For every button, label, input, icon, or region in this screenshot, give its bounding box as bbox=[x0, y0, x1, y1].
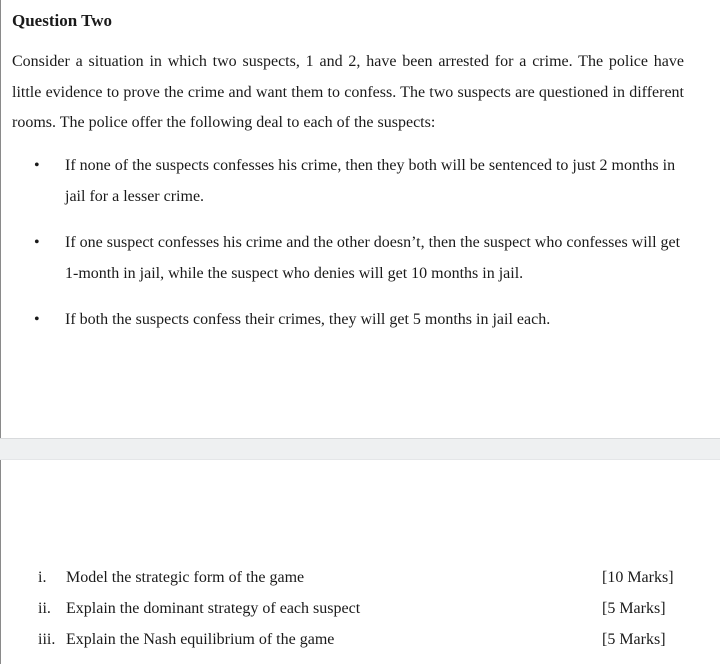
question-heading: Question Two bbox=[12, 11, 112, 30]
question-item bbox=[0, 596, 720, 622]
question-text: Model the strategic form of the game bbox=[66, 569, 305, 586]
question-marks: [10 Marks] bbox=[602, 569, 674, 586]
question-item bbox=[0, 565, 720, 591]
bullet-text: If one suspect confesses his crime and the other doesn’t, then the suspect who confesses will get 1-month in jail, while the suspect who denies will get 10 months in jail. bbox=[65, 234, 681, 282]
bullet-item bbox=[34, 150, 684, 212]
bullet-marker: • bbox=[34, 311, 40, 328]
question-text: Explain the Nash equilibrium of the game bbox=[66, 631, 335, 648]
intro-paragraph: Consider a situation in which two suspects, 1 and 2, have been arrested for a crime. The police have little evidence to prove the crime and want them to confess. The two suspects are questioned in different rooms. The police offer the following deal to each of the suspects: bbox=[12, 53, 684, 131]
question-marks: [5 Marks] bbox=[602, 631, 666, 648]
question-number: ii. bbox=[38, 600, 51, 617]
bullet-marker: • bbox=[34, 234, 40, 251]
question-text: Explain the dominant strategy of each suspect bbox=[66, 600, 361, 617]
bullet-text: If none of the suspects confesses his crime, then they both will be sentenced to just 2 months in jail for a lesser crime. bbox=[65, 157, 676, 205]
page-break-gap bbox=[0, 438, 720, 460]
question-number: iii. bbox=[38, 631, 56, 648]
bullet-item bbox=[34, 227, 684, 289]
question-item bbox=[0, 627, 720, 653]
bullet-item bbox=[34, 304, 684, 335]
bullet-text: If both the suspects confess their crimes, they will get 5 months in jail each. bbox=[65, 311, 551, 328]
bullet-marker: • bbox=[34, 157, 40, 174]
question-marks: [5 Marks] bbox=[602, 600, 666, 617]
question-number: i. bbox=[38, 569, 47, 586]
